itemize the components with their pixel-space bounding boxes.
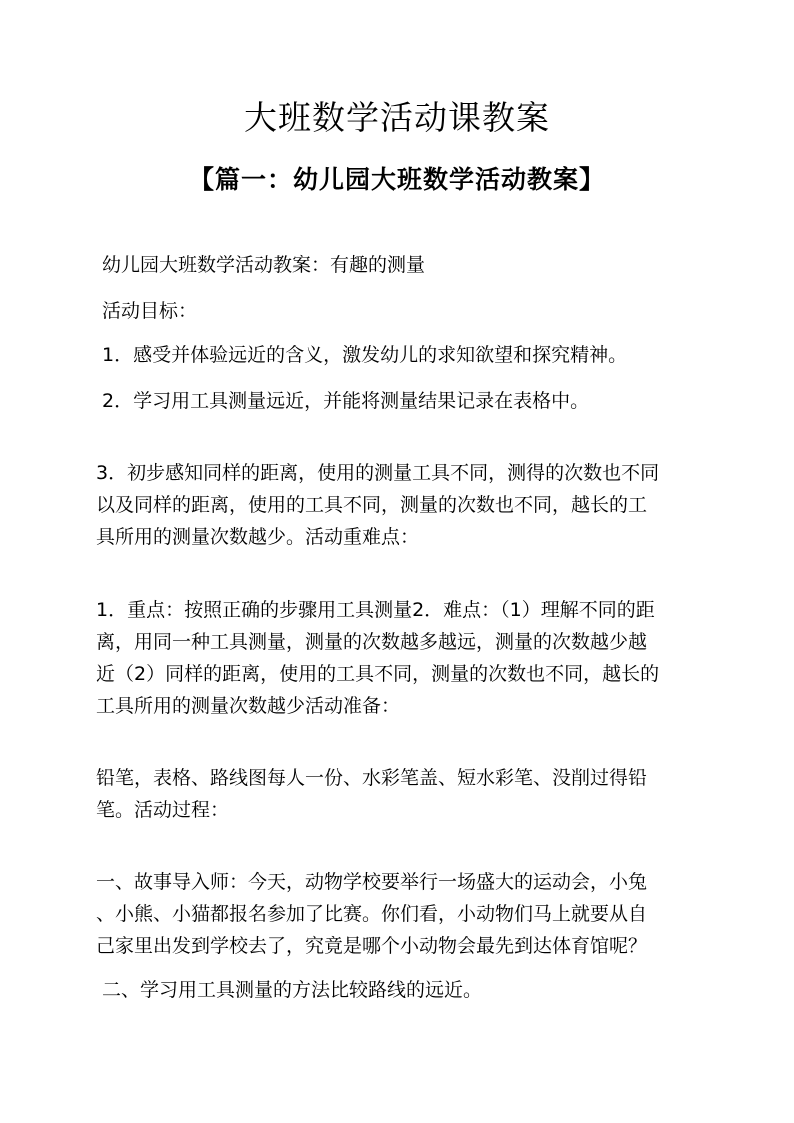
process-step-2: 二、学习用工具测量的方法比较路线的远近。 bbox=[102, 979, 483, 1001]
process-intro-line-2: 、小熊、小猫都报名参加了比赛。你们看，小动物们马上就要从自 bbox=[96, 903, 648, 925]
key-points-line-4: 工具所用的测量次数越少活动准备： bbox=[96, 695, 401, 717]
process-intro-line-1: 一、故事导入师：今天，动物学校要举行一场盛大的运动会，小兔 bbox=[96, 871, 648, 893]
preparation-line-1: 铅笔，表格、路线图每人一份、水彩笔盖、短水彩笔、没削过得铅 bbox=[96, 767, 648, 789]
preparation-line-2: 笔。活动过程： bbox=[96, 799, 230, 821]
objectives-heading: 活动目标： bbox=[102, 300, 198, 322]
objective-3-line-1: 3．初步感知同样的距离，使用的测量工具不同，测得的次数也不同 bbox=[96, 462, 660, 484]
key-points-line-2: 离，用同一种工具测量，测量的次数越多越远，测量的次数越少越 bbox=[96, 631, 648, 653]
section-heading: 【篇一：幼儿园大班数学活动教案】 bbox=[188, 165, 605, 194]
objective-3-line-2: 以及同样的距离，使用的工具不同，测量的次数也不同，越长的工 bbox=[96, 494, 648, 516]
document-title: 大班数学活动课教案 bbox=[244, 98, 550, 137]
key-points-line-1: 1．重点：按照正确的步骤用工具测量2．难点：（1）理解不同的距 bbox=[96, 599, 655, 621]
key-points-line-3: 近（2）同样的距离，使用的工具不同，测量的次数也不同，越长的 bbox=[96, 663, 660, 685]
lesson-title-line: 幼儿园大班数学活动教案：有趣的测量 bbox=[102, 254, 426, 276]
objective-2: 2．学习用工具测量远近，并能将测量结果记录在表格中。 bbox=[102, 390, 590, 412]
process-intro-line-3: 己家里出发到学校去了，究竟是哪个小动物会最先到达体育馆呢？ bbox=[96, 935, 648, 957]
objective-3-line-3: 具所用的测量次数越少。活动重难点： bbox=[96, 526, 420, 548]
objective-1: 1．感受并体验远近的含义，激发幼儿的求知欲望和探究精神。 bbox=[102, 344, 628, 366]
